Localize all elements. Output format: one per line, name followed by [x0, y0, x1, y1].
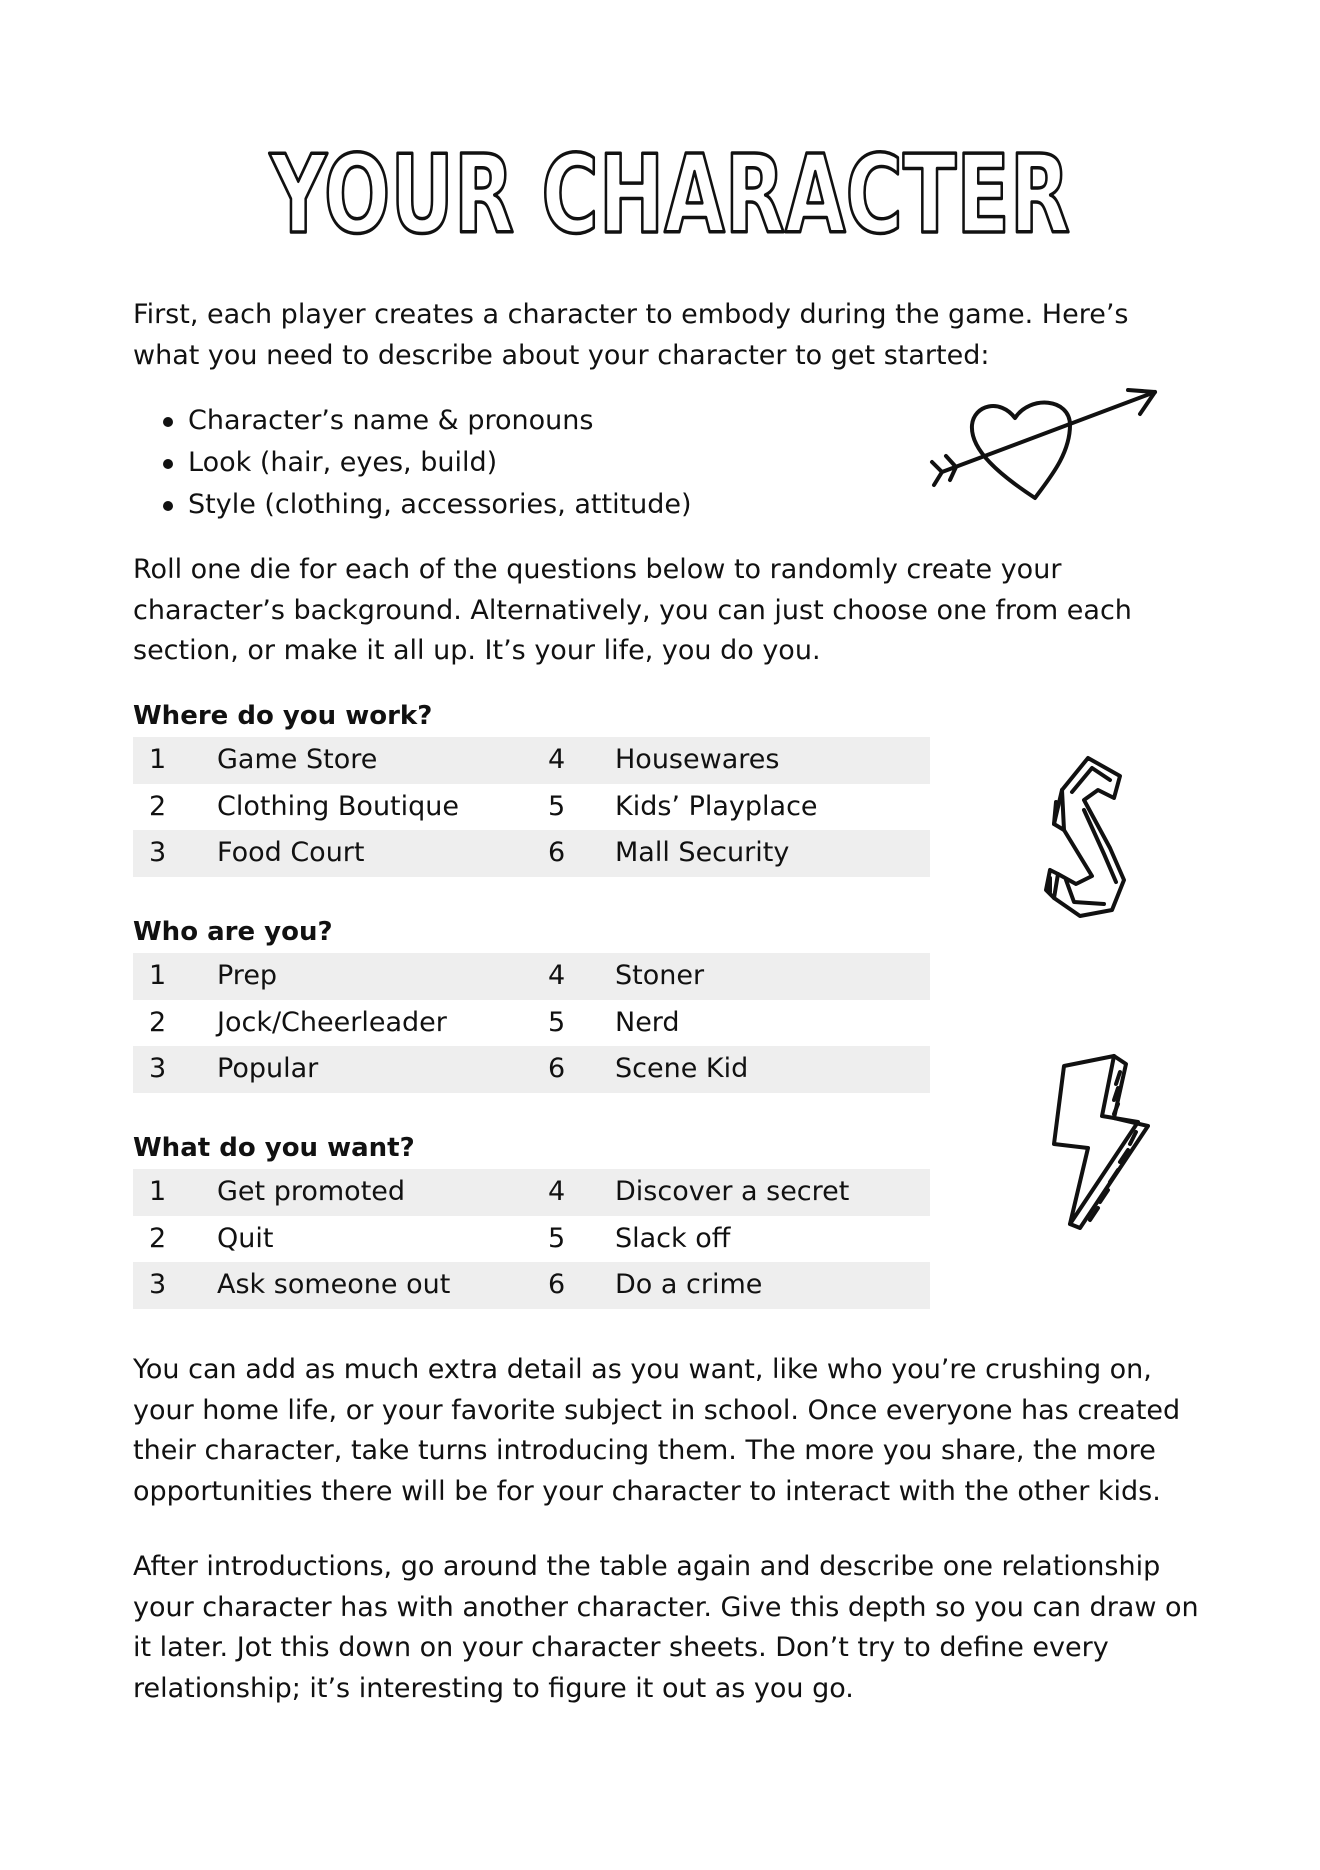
section-title-want: What do you want?	[133, 1133, 415, 1163]
list-item: Character’s name & pronouns	[133, 400, 833, 442]
bullet-icon	[163, 501, 173, 511]
table-want	[133, 1169, 930, 1309]
table-who	[133, 953, 930, 1093]
table-row: 3 Food Court 6 Mall Security	[133, 830, 930, 877]
table-row: 2 Jock/Cheerleader 5 Nerd	[149, 1006, 680, 1038]
s-letter-doodle-icon	[1040, 752, 1140, 922]
table-row: 1 Prep 4 Stoner	[133, 953, 930, 1000]
page-title	[260, 120, 1080, 270]
section-title-work: Where do you work?	[133, 701, 433, 731]
section-title-who: Who are you?	[133, 917, 333, 947]
table-row: 1 Get promoted 4 Discover a secret	[133, 1169, 930, 1216]
bullet-icon	[163, 417, 173, 427]
table-work	[133, 737, 930, 877]
extra-detail-paragraph: You can add as much extra detail as you want, like who you’re crushing on, your home life, or your favorite subject in school. Once everyone has created their character, take turns introducing them. The more you share, the more opportunities there will be for your character to interact with the other kids.	[133, 1354, 1181, 1507]
page-title-text: YOUR CHARACTER	[268, 133, 1070, 258]
intro-paragraph: First, each player creates a character to embody during the game. Here’s what you need to describe about your character to get started:	[133, 299, 1129, 371]
list-item: Style (clothing, accessories, attitude)	[133, 484, 833, 526]
table-row: 2 Clothing Boutique 5 Kids’ Playplace	[149, 790, 818, 822]
lightning-bolt-icon	[1050, 1052, 1155, 1232]
list-item: Look (hair, eyes, build)	[133, 442, 833, 484]
table-row: 1 Game Store 4 Housewares	[133, 737, 930, 784]
table-row: 3 Ask someone out 6 Do a crime	[133, 1262, 930, 1309]
table-row: 3 Popular 6 Scene Kid	[133, 1046, 930, 1093]
table-row: 2 Quit 5 Slack off	[149, 1222, 731, 1254]
character-checklist	[133, 400, 833, 526]
bullet-icon	[163, 459, 173, 469]
roll-paragraph: Roll one die for each of the questions below to randomly create your character’s background. Alternatively, you can just choose one from each section, or make it all up. It’s your life, you do you.	[133, 554, 1132, 666]
relationships-paragraph: After introductions, go around the table again and describe one relationship your character has with another character. Give this depth so you can draw on it later. Jot this down on your character sheets. Don’t try to define every relationship; it’s interesting to figure it out as you go.	[133, 1551, 1199, 1704]
heart-arrow-icon	[930, 380, 1170, 510]
